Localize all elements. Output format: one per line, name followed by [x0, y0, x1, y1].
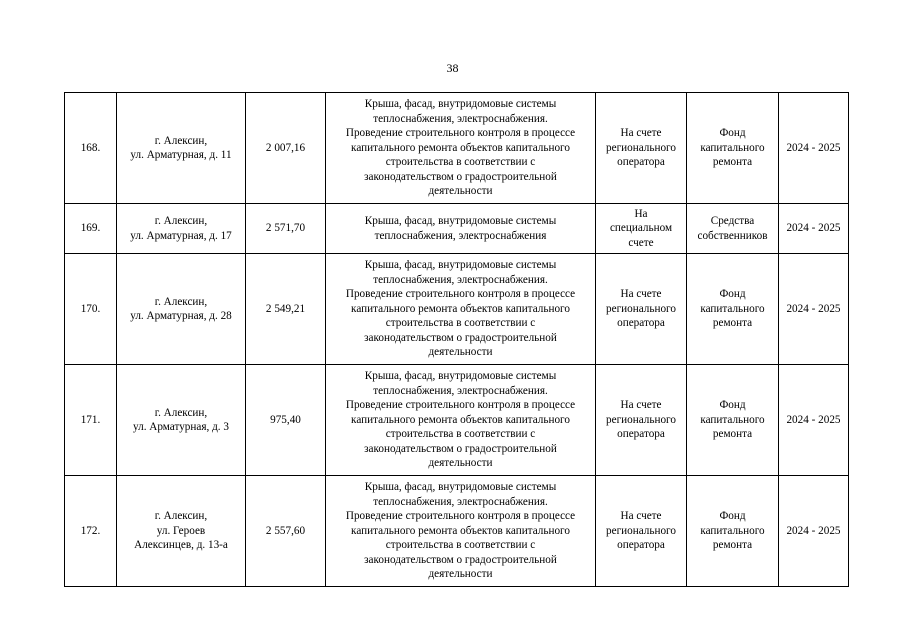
account-line: оператора [617, 156, 665, 169]
account-line: регионального [606, 413, 676, 426]
account-line: На счете [620, 288, 662, 301]
works-line: Крыша, фасад, внутридомовые системы [364, 98, 557, 111]
address-line: ул. Арматурная, д. 3 [133, 421, 229, 433]
account-line: На [634, 207, 648, 220]
account-cell [596, 204, 687, 254]
fund-cell [687, 476, 779, 587]
fund-line: капитального [700, 524, 765, 537]
row-number: 172. [65, 476, 117, 587]
works-line: теплоснабжения, электроснабжения. [373, 273, 548, 286]
row-number: 169. [65, 204, 117, 254]
address-line: ул. Арматурная, д. 28 [130, 310, 232, 322]
works-cell [326, 254, 596, 365]
fund-cell [687, 93, 779, 204]
fund-line: собственников [697, 229, 768, 242]
row-number: 170. [65, 254, 117, 365]
repair-program-table [64, 92, 849, 587]
address-line: ул. Арматурная, д. 17 [130, 229, 232, 242]
area-cell: 975,40 [246, 365, 326, 476]
period-cell: 2024 - 2025 [779, 93, 849, 204]
address-line: Алексинцев, д. 13-а [134, 539, 228, 552]
works-line: строительства в соответствии с [385, 317, 536, 330]
works-line: капитального ремонта объектов капитального [351, 302, 570, 315]
works-line: теплоснабжения, электроснабжения [374, 229, 547, 242]
period-cell: 2024 - 2025 [779, 365, 849, 476]
account-line: оператора [617, 539, 665, 552]
works-cell [326, 204, 596, 254]
fund-line: ремонта [712, 539, 753, 552]
address-line: г. Алексин, [154, 510, 208, 523]
fund-line: Фонд [719, 127, 746, 140]
works-line: деятельности [428, 568, 493, 581]
account-line: На счете [620, 399, 662, 412]
works-cell [326, 93, 596, 204]
works-line: капитального ремонта объектов капитального [351, 141, 570, 154]
fund-line: Фонд [719, 399, 746, 412]
address-cell [117, 93, 246, 204]
fund-line: капитального [700, 141, 765, 154]
works-line: Проведение строительного контроля в процессе [345, 510, 576, 523]
address-cell [117, 476, 246, 587]
area-cell: 2 557,60 [246, 476, 326, 587]
fund-line: ремонта [712, 428, 753, 441]
works-line: деятельности [428, 346, 493, 359]
table-row [65, 254, 849, 365]
address-line: ул. Героев [156, 524, 206, 537]
works-line: законодательством о градостроительной [364, 331, 557, 344]
works-cell [326, 476, 596, 587]
account-line: На счете [620, 127, 662, 140]
works-line: строительства в соответствии с [385, 156, 536, 169]
works-line: капитального ремонта объектов капитального [351, 413, 570, 426]
table-row [65, 204, 849, 254]
fund-line: Средства [710, 215, 755, 227]
account-line: На счете [620, 510, 662, 523]
account-line: регионального [606, 302, 676, 315]
address-line: г. Алексин, [154, 215, 208, 227]
account-line: оператора [617, 428, 665, 441]
works-line: законодательством о градостроительной [364, 553, 557, 566]
fund-line: ремонта [712, 156, 753, 169]
works-line: Крыша, фасад, внутридомовые системы [364, 481, 557, 494]
fund-line: капитального [700, 302, 765, 315]
account-cell [596, 476, 687, 587]
account-cell [596, 365, 687, 476]
fund-line: ремонта [712, 317, 753, 330]
address-cell [117, 365, 246, 476]
address-cell [117, 254, 246, 365]
row-number: 171. [65, 365, 117, 476]
area-cell: 2 571,70 [246, 204, 326, 254]
period-cell: 2024 - 2025 [779, 476, 849, 587]
page-number: 38 [446, 61, 459, 75]
address-line: г. Алексин, [154, 406, 208, 419]
works-cell [326, 365, 596, 476]
period-cell: 2024 - 2025 [779, 254, 849, 365]
period-cell: 2024 - 2025 [779, 204, 849, 254]
account-line: оператора [617, 317, 665, 330]
works-line: теплоснабжения, электроснабжения. [373, 384, 548, 397]
account-line: регионального [606, 141, 676, 154]
works-line: законодательством о градостроительной [364, 442, 557, 455]
row-number: 168. [65, 93, 117, 204]
area-cell: 2 007,16 [246, 93, 326, 204]
address-line: г. Алексин, [154, 134, 208, 147]
works-line: строительства в соответствии с [385, 539, 536, 552]
account-line: счете [628, 236, 654, 249]
works-line: теплоснабжения, электроснабжения. [373, 112, 548, 125]
fund-line: Фонд [719, 510, 746, 523]
table-row [65, 93, 849, 204]
works-line: деятельности [428, 457, 493, 470]
address-line: г. Алексин, [154, 295, 208, 308]
fund-cell [687, 254, 779, 365]
works-line: капитального ремонта объектов капитального [351, 524, 570, 537]
fund-line: капитального [700, 413, 765, 426]
works-line: строительства в соответствии с [385, 428, 536, 441]
works-line: законодательством о градостроительной [364, 170, 557, 183]
area-cell: 2 549,21 [246, 254, 326, 365]
table-row [65, 365, 849, 476]
works-line: теплоснабжения, электроснабжения. [373, 495, 548, 508]
works-line: Проведение строительного контроля в процессе [345, 399, 576, 412]
works-line: Крыша, фасад, внутридомовые системы [364, 370, 557, 383]
fund-cell [687, 204, 779, 254]
account-line: регионального [606, 524, 676, 537]
works-line: Крыша, фасад, внутридомовые системы [364, 215, 557, 227]
account-line: специальном [609, 222, 673, 235]
table-row [65, 476, 849, 587]
account-cell [596, 254, 687, 365]
fund-line: Фонд [719, 288, 746, 301]
fund-cell [687, 365, 779, 476]
address-cell [117, 204, 246, 254]
works-line: Проведение строительного контроля в процессе [345, 127, 576, 140]
works-line: Крыша, фасад, внутридомовые системы [364, 259, 557, 272]
works-line: Проведение строительного контроля в процессе [345, 288, 576, 301]
works-line: деятельности [428, 185, 493, 198]
account-cell [596, 93, 687, 204]
address-line: ул. Арматурная, д. 11 [130, 149, 232, 161]
